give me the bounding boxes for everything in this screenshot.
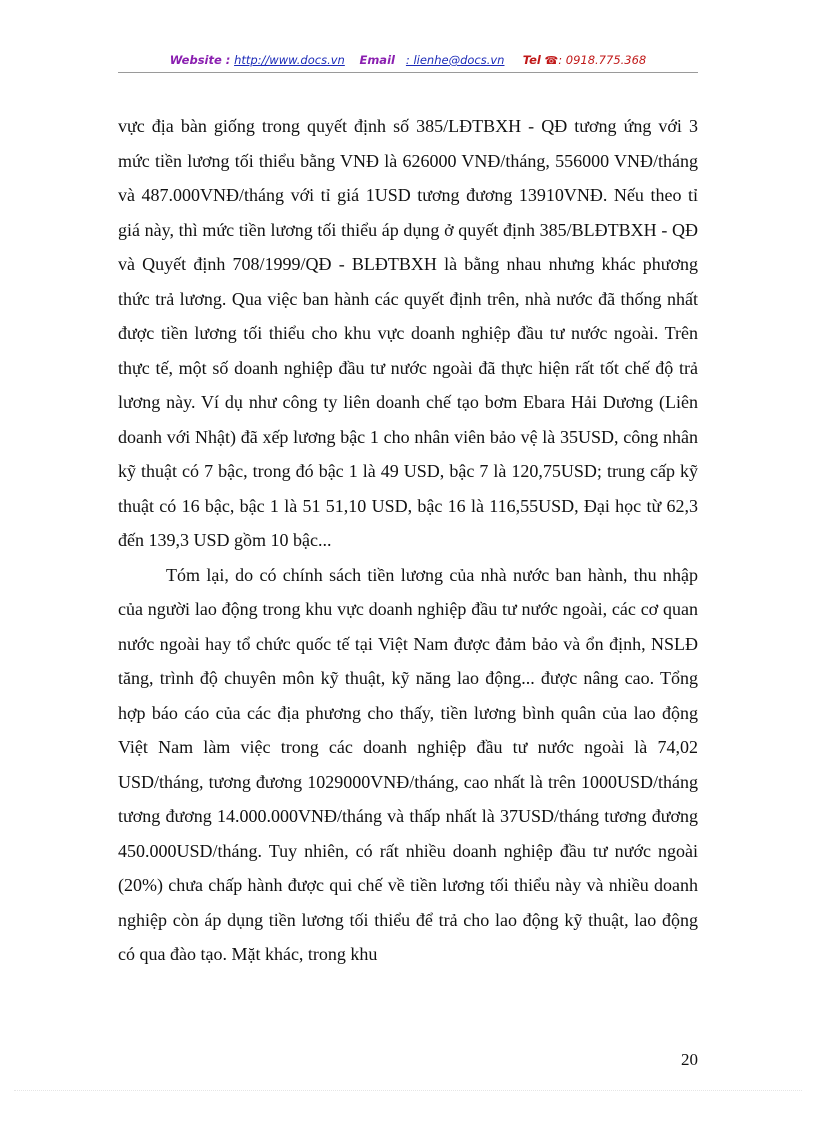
header-divider xyxy=(118,72,698,73)
tel-value: : 0918.775.368 xyxy=(558,53,647,67)
page-header xyxy=(118,50,698,72)
website-label: Website : xyxy=(169,53,231,67)
body-text xyxy=(118,109,698,972)
phone-icon: ☎ xyxy=(544,54,559,67)
tel-label: Tel xyxy=(522,53,541,67)
footer-divider xyxy=(14,1090,802,1091)
paragraph-2: Tóm lại, do có chính sách tiền lương của nhà nước ban hành, thu nhập của người lao động trong khu vực doanh nghiệp đầu tư nước ngoài, các cơ quan nước ngoài hay tổ chức quốc tế tại Việt Nam được đảm bảo và ổn định, NSLĐ tăng, trình độ chuyên môn kỹ thuật, kỹ năng lao động... được nâng cao. Tổng hợp báo cáo của các địa phương cho thấy, tiền lương bình quân của lao động Việt Nam làm việc trong các doanh nghiệp đầu tư nước ngoài là 74,02 USD/tháng, tương đương 1029000VNĐ/tháng, cao nhất là trên 1000USD/tháng tương đương 14.000.000VNĐ/tháng và thấp nhất là 37USD/tháng tương đương 450.000USD/tháng. Tuy nhiên, có rất nhiều doanh nghiệp đầu tư nước ngoài (20%) chưa chấp hành được qui chế về tiền lương tối thiểu này và nhiều doanh nghiệp còn áp dụng tiền lương tối thiểu để trả cho lao động kỹ thuật, lao động có qua đào tạo. Mặt khác, trong khu xyxy=(118,564,698,964)
website-link[interactable]: http://www.docs.vn xyxy=(234,53,345,67)
email-label: Email xyxy=(359,53,395,67)
page-number: 20 xyxy=(681,1050,698,1069)
paragraph-1: vực địa bàn giống trong quyết định số 385/LĐTBXH - QĐ tương ứng với 3 mức tiền lương tối thiểu bằng VNĐ là 626000 VNĐ/tháng, 556000 VNĐ/tháng và 487.000VNĐ/tháng với tỉ giá 1USD tương đương 13910VNĐ. Nếu theo tỉ giá này, thì mức tiền lương tối thiểu áp dụng ở quyết định 385/BLĐTBXH - QĐ và Quyết định 708/1999/QĐ - BLĐTBXH là bằng nhau nhưng khác phương thức trả lương. Qua việc ban hành các quyết định trên, nhà nước đã thống nhất được tiền lương tối thiểu cho khu vực doanh nghiệp đầu tư nước ngoài. Trên thực tế, một số doanh nghiệp đầu tư nước ngoài đã thực hiện rất tốt chế độ trả lương này. Ví dụ như công ty liên doanh chế tạo bơm Ebara Hải Dương (Liên doanh với Nhật) đã xếp lương bậc 1 cho nhân viên bảo vệ là 35USD, công nhân kỹ thuật có 7 bậc, trong đó bậc 1 là 49 USD, bậc 7 là 120,75USD; trung cấp kỹ thuật có 16 bậc, bậc 1 là 51 51,10 USD, bậc 16 là 116,55USD, Đại học từ 62,3 đến 139,3 USD gồm 10 bậc... xyxy=(118,116,698,550)
email-link[interactable]: : lienhe@docs.vn xyxy=(405,53,505,67)
